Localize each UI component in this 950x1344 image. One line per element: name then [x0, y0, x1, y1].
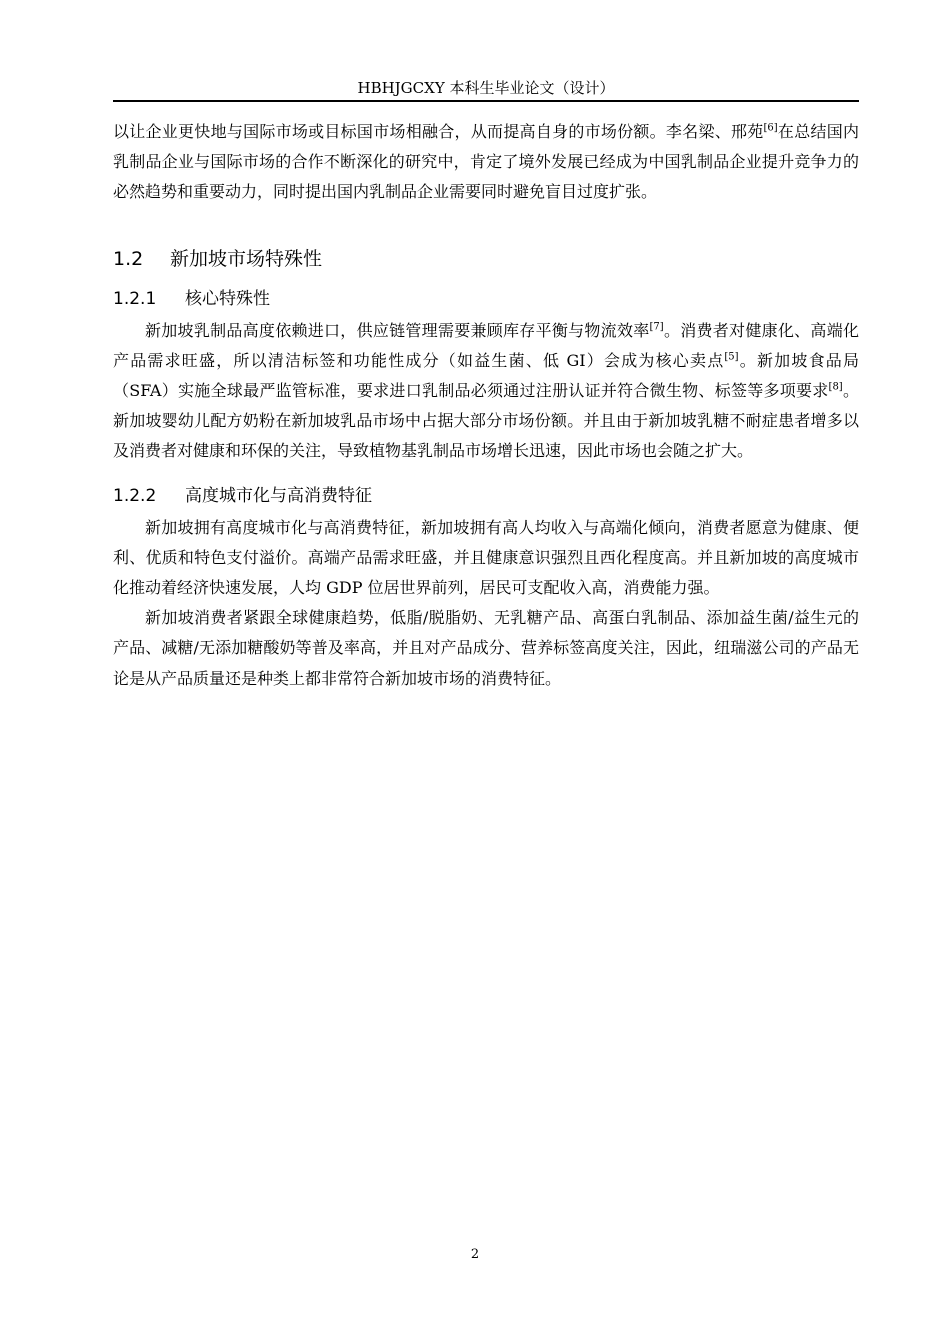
subsection-number: 1.2.2 [113, 485, 157, 506]
para-text-b: 。消费者对健康化、高端化产品需求旺盛，所以清洁标签和功能性成分（如益生菌、低 GI）会成为核心卖点 [113, 320, 859, 370]
section-heading-1-2 [113, 244, 859, 274]
subsection-title: 高度城市化与高消费特征 [185, 485, 372, 506]
paragraph-core-specialty [113, 316, 859, 467]
subsection-heading-1-2-2 [113, 481, 859, 511]
para-text-a: 新加坡乳制品高度依赖进口，供应链管理需要兼顾库存平衡与物流效率 [145, 320, 650, 340]
page-header [113, 76, 859, 100]
citation-5[interactable]: [5] [724, 351, 739, 363]
section-title: 新加坡市场特殊性 [170, 247, 323, 270]
section-number: 1.2 [113, 247, 144, 270]
citation-6[interactable]: [6] [763, 122, 778, 134]
subsection-number: 1.2.1 [113, 288, 157, 309]
header-title: HBHJGCXY 本科生毕业论文（设计） [357, 79, 615, 97]
paragraph-health-trends: 新加坡消费者紧跟全球健康趋势，低脂/脱脂奶、无乳糖产品、高蛋白乳制品、添加益生菌/益生元的产品、减糖/无添加糖酸奶等普及率高，并且对产品成分、营养标签高度关注，因此，纽瑞滋公司的产品无论是从产品质量还是种类上都非常符合新加坡市场的消费特征。 [113, 608, 859, 688]
subsection-heading-1-2-1 [113, 284, 859, 314]
subsection-title: 核心特殊性 [185, 288, 270, 309]
para-text-d: 。新加坡婴幼儿配方奶粉在新加坡乳品市场中占据大部分市场份额。并且由于新加坡乳糖不耐症患者增多以及消费者对健康和环保的关注，导致植物基乳制品市场增长迅速，因此市场也会随之扩大。 [113, 381, 859, 461]
intro-paragraph [113, 117, 859, 208]
page-body [113, 117, 859, 694]
paragraph-urbanization: 新加坡拥有高度城市化与高消费特征，新加坡拥有高人均收入与高端化倾向，消费者愿意为健康、便利、优质和特色支付溢价。高端产品需求旺盛，并且健康意识强烈且西化程度高。并且新加坡的高度城市化推动着经济快速发展，人均 GDP 位居世界前列，居民可支配收入高，消费能力强。 [113, 517, 859, 598]
intro-text-a: 以让企业更快地与国际市场或目标国市场相融合，从而提高自身的市场份额。李名梁、邢苑 [113, 122, 764, 141]
para-text-c: 。新加坡食品局（SFA）实施全球最严监管标准，要求进口乳制品必须通过注册认证并符合微生物、标签等多项要求 [113, 350, 859, 401]
intro-text-b: 在总结国内乳制品企业与国际市场的合作不断深化的研究中，肯定了境外发展已经成为中国乳制品企业提升竞争力的必然趋势和重要动力，同时提出国内乳制品企业需要同时避免盲目过度扩张。 [113, 122, 859, 202]
citation-8[interactable]: [8] [828, 381, 843, 393]
citation-7[interactable]: [7] [649, 321, 664, 333]
page-number: 2 [470, 1247, 480, 1262]
header-rule [113, 100, 859, 102]
